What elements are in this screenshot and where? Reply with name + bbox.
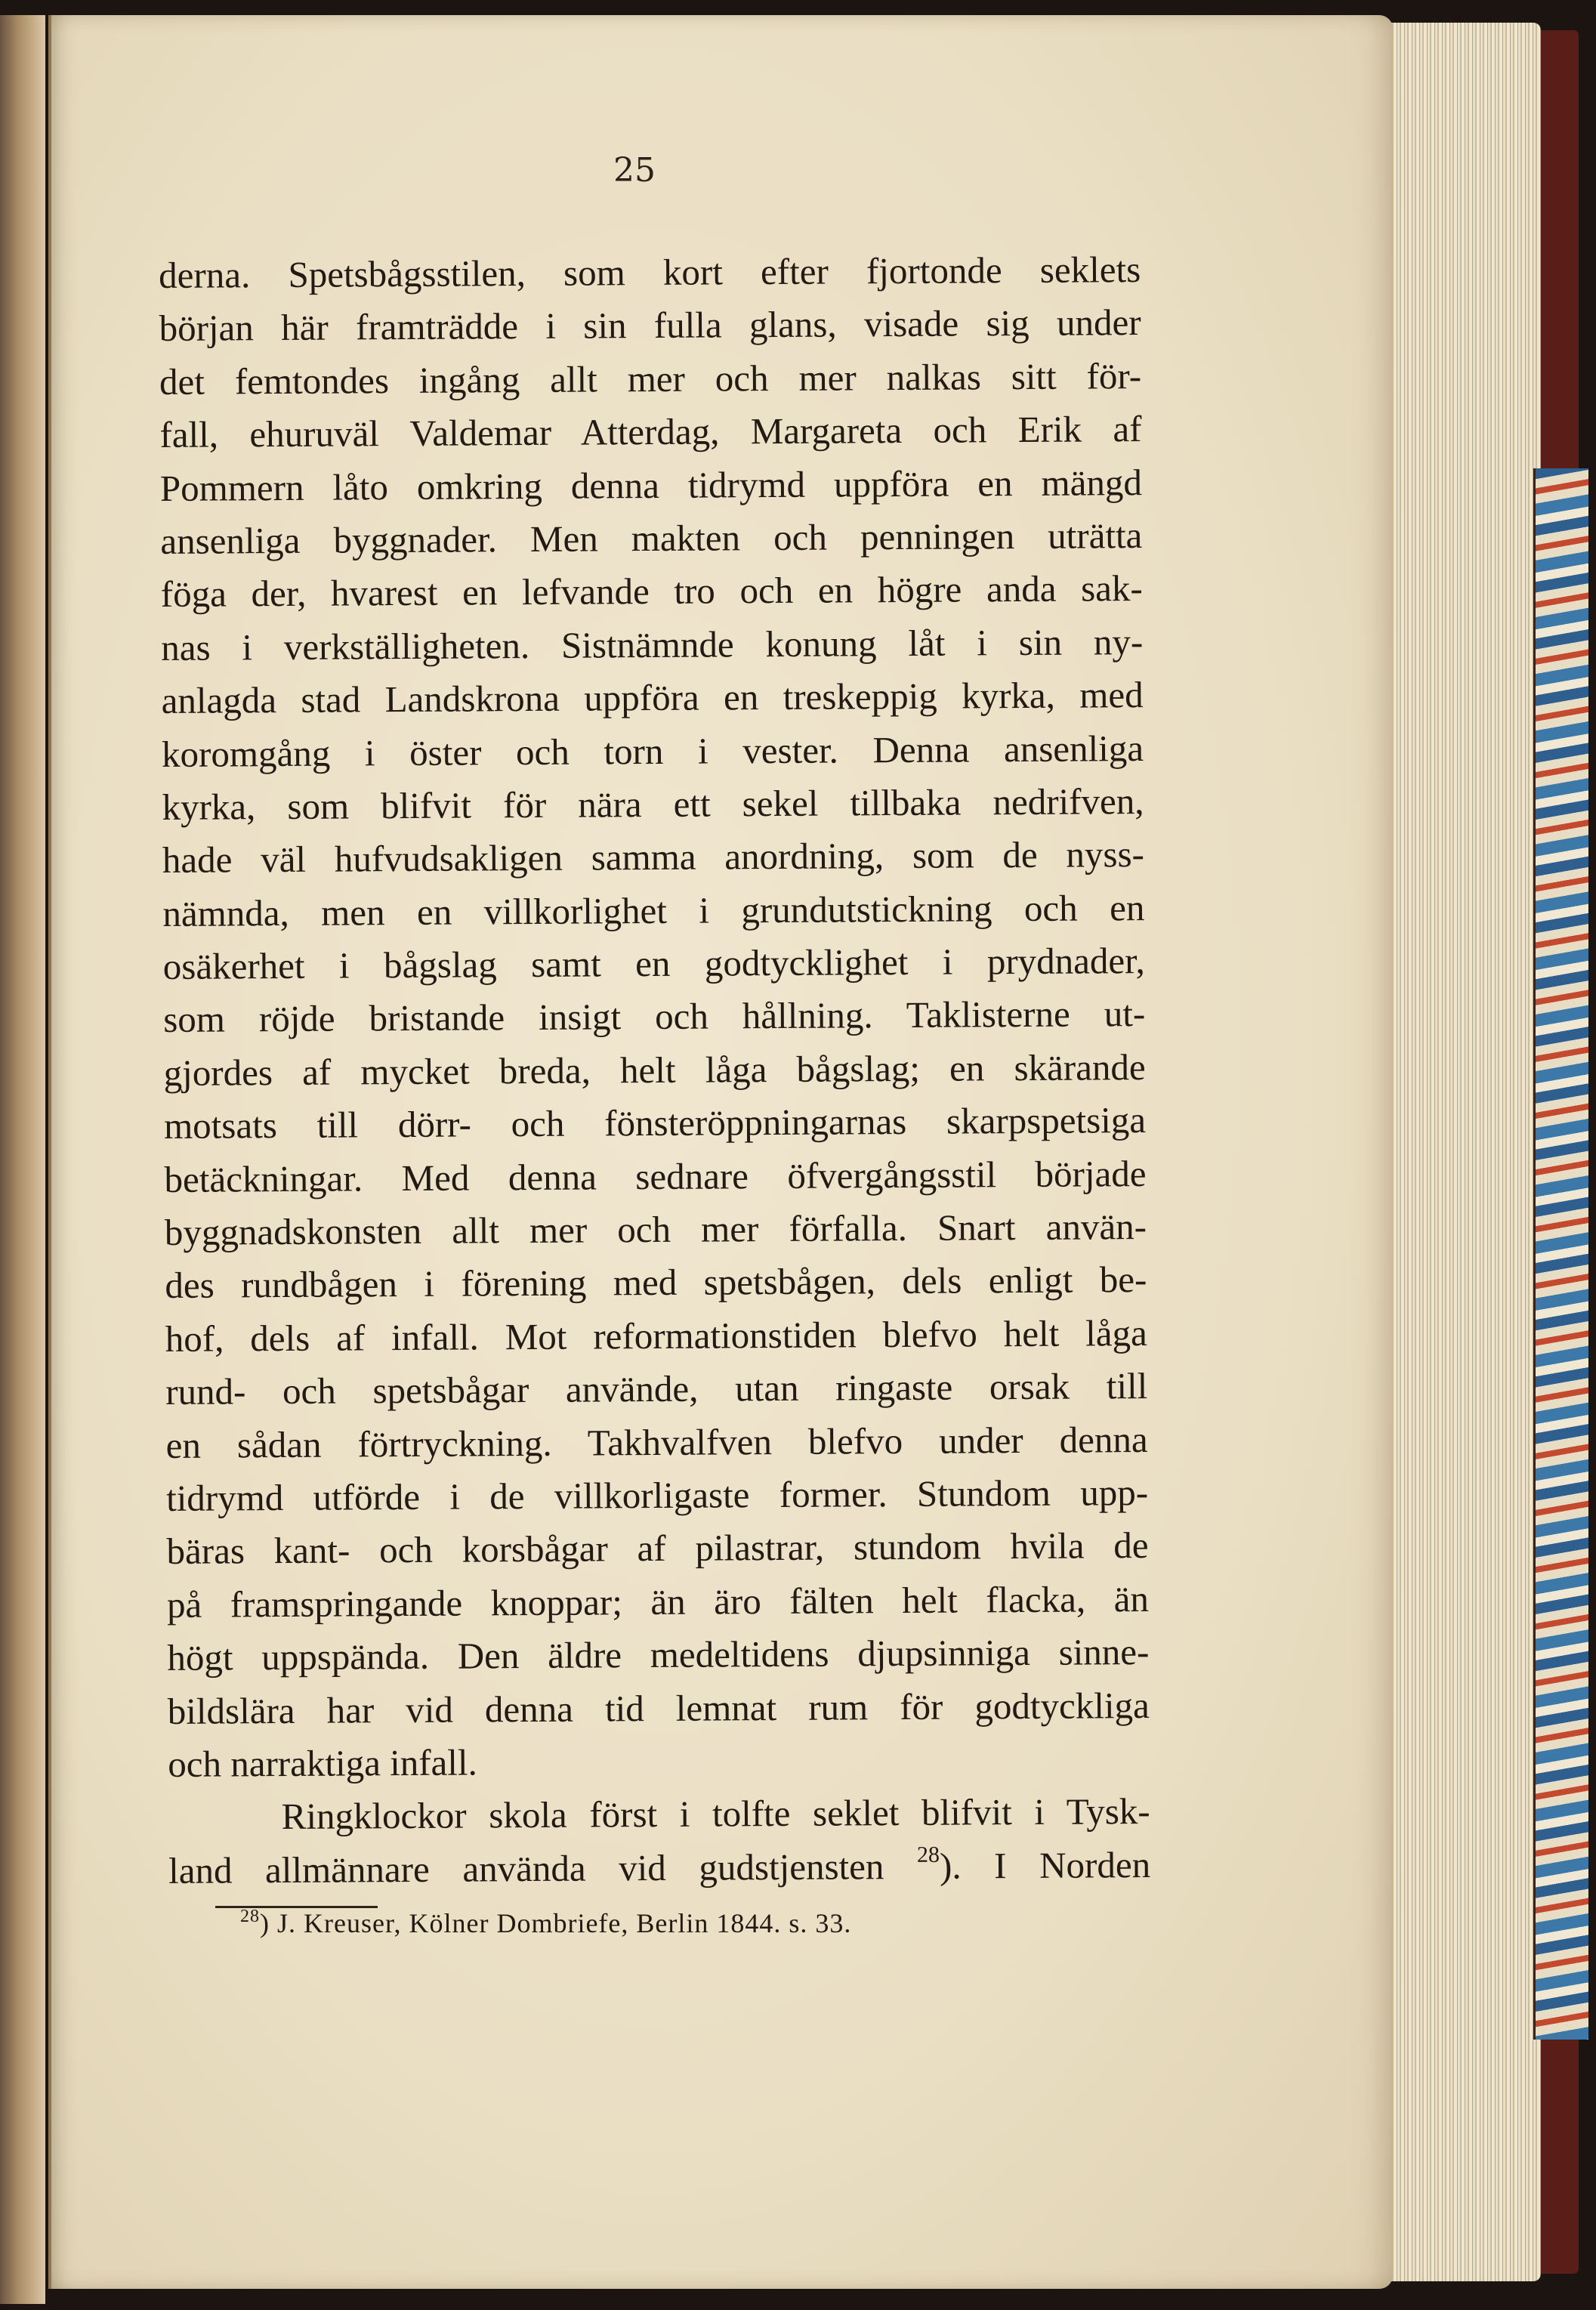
footnote-reference: 28	[916, 1842, 940, 1867]
text-line: det femtondes ingång allt mer och mer nalkas sitt för-	[159, 354, 1142, 403]
text-line: derna. Spetsbågsstilen, som kort efter fjortonde seklets	[159, 249, 1141, 296]
footnote	[240, 1907, 851, 1939]
paragraph-start-line: Ringklockor skola först i tolfte seklet blifvit i Tysk-	[281, 1790, 1150, 1838]
text-line: gjordes af mycket breda, helt låga bågslag; en skärande	[163, 1045, 1146, 1094]
text-line: hade väl hufvudsakligen samma anordning, som de nyss-	[162, 833, 1145, 882]
text-line: osäkerhet i bågslag samt en godtycklighet i prydnader,	[162, 940, 1145, 988]
text-line: ansenliga byggnader. Men makten och penningen uträtta	[160, 514, 1143, 562]
footnote-mark: 28	[240, 1907, 260, 1926]
text-line: rund- och spetsbågar använde, utan ringaste orsak till	[165, 1365, 1148, 1413]
text-line: och narraktiga infall.	[168, 1741, 477, 1785]
text-line: tidrymd utförde i de villkorligaste former. Stundom upp-	[165, 1472, 1149, 1519]
body-text	[159, 243, 1150, 1898]
text-line: byggnadskonsten allt mer och mer förfalla. Snart använ-	[164, 1206, 1147, 1254]
page-number: 25	[613, 151, 656, 190]
text-line: betäckningar. Med denna sednare öfvergångsstil började	[164, 1152, 1147, 1200]
footnote-text: ) J. Kreuser, Kölner Dombriefe, Berlin 1844. s. 33.	[260, 1908, 852, 1938]
text-line: som röjde bristande insigt och hållning. Taklisterne ut-	[163, 993, 1146, 1041]
gutter-line	[48, 15, 51, 2289]
text-line: koromgång i öster och torn i vester. Denna ansenliga	[161, 727, 1144, 775]
text-line: början här framträdde i sin fulla glans, visade sig under	[159, 301, 1141, 350]
text-line: Pommern låto omkring denna tidrymd uppföra en mängd	[159, 461, 1143, 509]
text-line: hof, dels af infall. Mot reformationstiden blefvo helt låga	[165, 1311, 1147, 1360]
text-line: anlagda stad Landskrona uppföra en treskeppig kyrka, med	[161, 674, 1144, 722]
text-line: föga der, hvarest en lefvande tro och en högre anda sak-	[160, 567, 1143, 616]
text-line: nas i verkställigheten. Sistnämnde konung låt i sin ny-	[161, 620, 1144, 669]
text-segment: ). I Norden	[939, 1843, 1151, 1887]
text-line: fall, ehuruväl Valdemar Atterdag, Margareta och Erik af	[159, 408, 1142, 456]
text-line: högt uppspända. Den äldre medeltidens djupsinniga sinne-	[167, 1631, 1150, 1679]
text-line: motsats till dörr- och fönsteröppningarnas skarpspetsiga	[163, 1099, 1147, 1147]
marbled-fore-edge	[1533, 468, 1588, 2040]
text-line: en sådan förtryckning. Takhvalfven blefvo under denna	[165, 1418, 1148, 1466]
text-line: nämnda, men en villkorlighet i grundutstickning och en	[162, 886, 1145, 934]
text-line: bildslära har vid denna tid lemnat rum för godtyckliga	[167, 1684, 1150, 1732]
left-page-edge	[0, 15, 45, 2304]
text-line: kyrka, som blifvit för nära ett sekel tillbaka nedrifven,	[162, 780, 1144, 828]
text-segment: land allmännare använda vid gudstjensten	[168, 1845, 884, 1892]
text-line: bäras kant- och korsbågar af pilastrar, stundom hvila de	[166, 1524, 1149, 1573]
text-line: des rundbågen i förening med spetsbågen, dels enligt be-	[165, 1258, 1147, 1307]
text-line-with-footnote-ref	[168, 1839, 1150, 1898]
text-line: på framspringande knoppar; än äro fälten helt flacka, än	[166, 1577, 1150, 1626]
